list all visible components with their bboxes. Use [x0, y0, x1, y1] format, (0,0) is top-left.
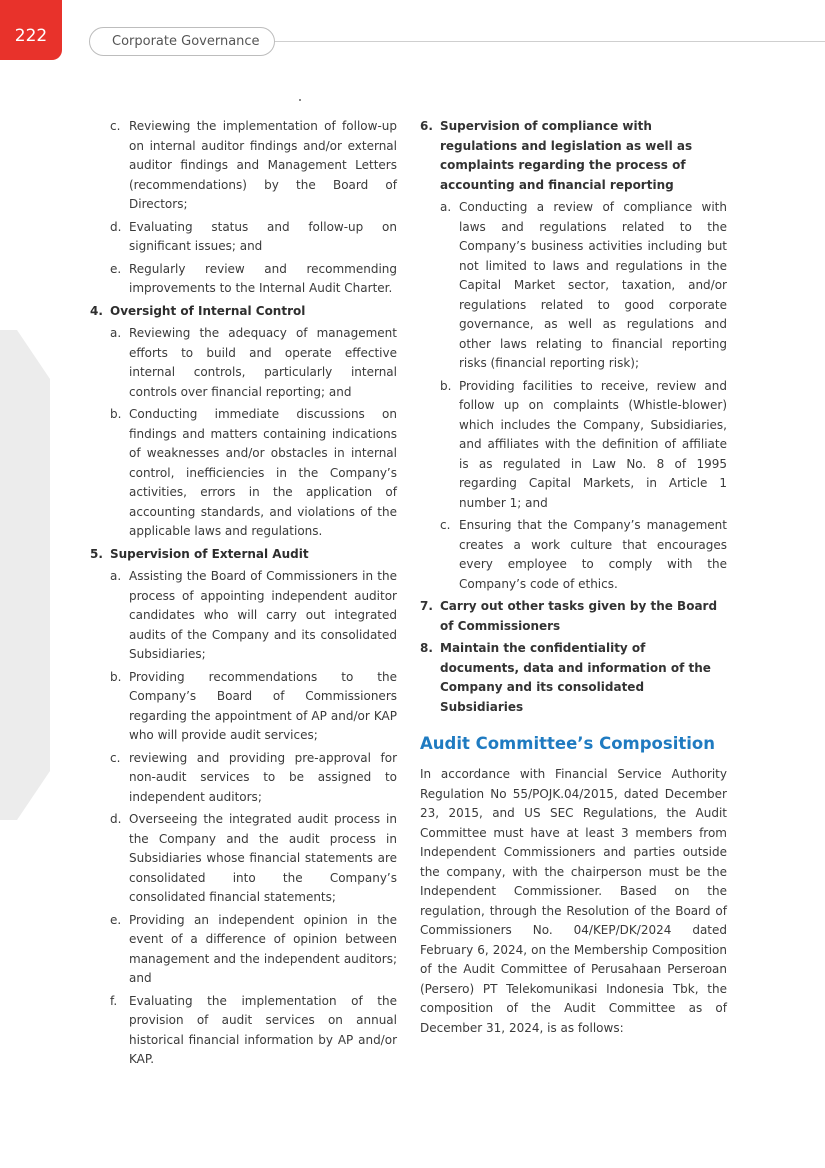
heading-number: 5. [90, 546, 103, 561]
heading-text: Maintain the confidentiality of documents, data and information of the Company and its consolidated Subsidiaries [440, 641, 711, 714]
list-marker: c. [440, 518, 451, 532]
list-item-text: Conducting a review of compliance with laws and regulations related to the Company’s business activities including but not limited to laws and regulations in the Capital Market sector, taxation, and/or regulations related to good corporate governance, as well as regulations and other laws relating to financial reporting risks (financial reporting risk); [459, 200, 727, 370]
list-marker: c. [110, 119, 121, 133]
list-marker: b. [110, 669, 122, 684]
list-item [420, 198, 727, 374]
list-item [90, 911, 397, 989]
list-item [90, 260, 397, 299]
section-heading [420, 117, 727, 195]
list-item [90, 567, 397, 665]
decorative-side-shape [0, 330, 50, 820]
list-item-text: Providing an independent opinion in the event of a difference of opinion between management and the independent auditors; and [129, 912, 397, 985]
list-item [90, 668, 397, 746]
list-item [90, 810, 397, 908]
list-item-text: Assisting the Board of Commissioners in the process of appointing independent auditor candidates who will carry out integrated audits of the Company and its consolidated Subsidiaries; [129, 569, 397, 661]
list-marker: b. [440, 378, 452, 393]
list-marker: d. [110, 219, 122, 234]
list-item-text: Evaluating the implementation of the provision of audit services on annual historical financial information by AP and/or KAP. [129, 993, 397, 1066]
list-item [90, 324, 397, 402]
heading-number: 8. [420, 641, 433, 655]
list-marker: f. [110, 993, 118, 1008]
list-item-text: Providing recommendations to the Company’s Board of Commissioners regarding the appointment of AP and/or KAP who will provide audit services; [129, 669, 397, 742]
list-item [420, 516, 727, 594]
heading-number: 4. [90, 303, 103, 318]
list-marker: a. [110, 326, 122, 340]
list-marker: c. [110, 750, 121, 765]
heading-number: 6. [420, 119, 433, 133]
list-marker: e. [110, 261, 122, 276]
left-column [90, 117, 397, 1073]
section-heading [420, 639, 727, 717]
heading-text: Supervision of compliance with regulations and legislation as well as complaints regarding the process of accounting and financial reporting [440, 119, 693, 192]
list-marker: b. [110, 407, 122, 421]
header-divider [270, 41, 825, 42]
list-item-text: Ensuring that the Company’s management creates a work culture that encourages every employee to comply with the Company’s code of ethics. [459, 518, 727, 591]
heading-text: Supervision of External Audit [110, 546, 309, 561]
section-heading [90, 302, 397, 322]
heading-number: 7. [420, 599, 433, 613]
page-number-badge: 222 [0, 0, 62, 60]
list-marker: e. [110, 912, 122, 927]
composition-paragraph: In accordance with Financial Service Authority Regulation No 55/POJK.04/2015, dated December 23, 2015, and US SEC Regulations, the Audit Committee must have at least 3 members from Independent Commissioners and parties outside the company, with the chairperson must be the Independent Commissioner. Based on the regulation, through the Resolution of the Board of Commissioners No. 04/KEP/DK/2024 dated February 6, 2024, on the Membership Composition of the Audit Committee of Perusahaan Perseroan (Persero) PT Telekomunikasi Indonesia Tbk, the composition of the Audit Committee as of December 31, 2024, is as follows: [420, 767, 727, 1035]
list-item-text: Conducting immediate discussions on findings and matters containing indications of weaknesses and/or obstacles in internal control, inefficiencies in the Company’s activities, errors in the application of accounting standards, and violations of the applicable laws and regulations. [129, 407, 397, 538]
list-item [90, 117, 397, 215]
list-item [90, 749, 397, 808]
list-item [90, 992, 397, 1070]
list-item [420, 377, 727, 514]
heading-text: Carry out other tasks given by the Board of Commissioners [440, 599, 718, 633]
list-item-text: Regularly review and recommending improvements to the Internal Audit Charter. [129, 261, 397, 295]
list-item-text: Reviewing the adequacy of management efforts to build and operate effective internal controls, particularly internal controls over financial reporting; and [129, 326, 397, 399]
composition-title: Audit Committee’s Composition [420, 734, 715, 753]
right-column [420, 117, 727, 1038]
heading-text: Oversight of Internal Control [110, 303, 306, 318]
list-marker: d. [110, 812, 122, 826]
list-item-text: reviewing and providing pre-approval for non-audit services to be assigned to independent auditors; [129, 750, 397, 804]
section-title-pill: Corporate Governance [89, 27, 275, 56]
stray-dot [299, 99, 301, 101]
section-heading [90, 545, 397, 565]
list-item-text: Evaluating status and follow-up on significant issues; and [129, 219, 397, 253]
list-item-text: Reviewing the implementation of follow-up on internal auditor findings and/or external auditor findings and Management Letters (recommendations) by the Board of Directors; [129, 119, 397, 211]
section-heading [420, 597, 727, 636]
list-marker: a. [110, 569, 122, 583]
list-item [90, 218, 397, 257]
list-item-text: Overseeing the integrated audit process in the Company and the audit process in Subsidiaries whose financial statements are consolidated into the Company’s consolidated financial statements; [129, 812, 397, 904]
list-marker: a. [440, 200, 452, 214]
list-item [90, 405, 397, 542]
list-item-text: Providing facilities to receive, review and follow up on complaints (Whistle-blower) which includes the Company, Subsidiaries, and affiliates with the definition of affiliate is as regulated in Law No. 8 of 1995 regarding Capital Markets, in Article 1 number 1; and [459, 378, 727, 510]
